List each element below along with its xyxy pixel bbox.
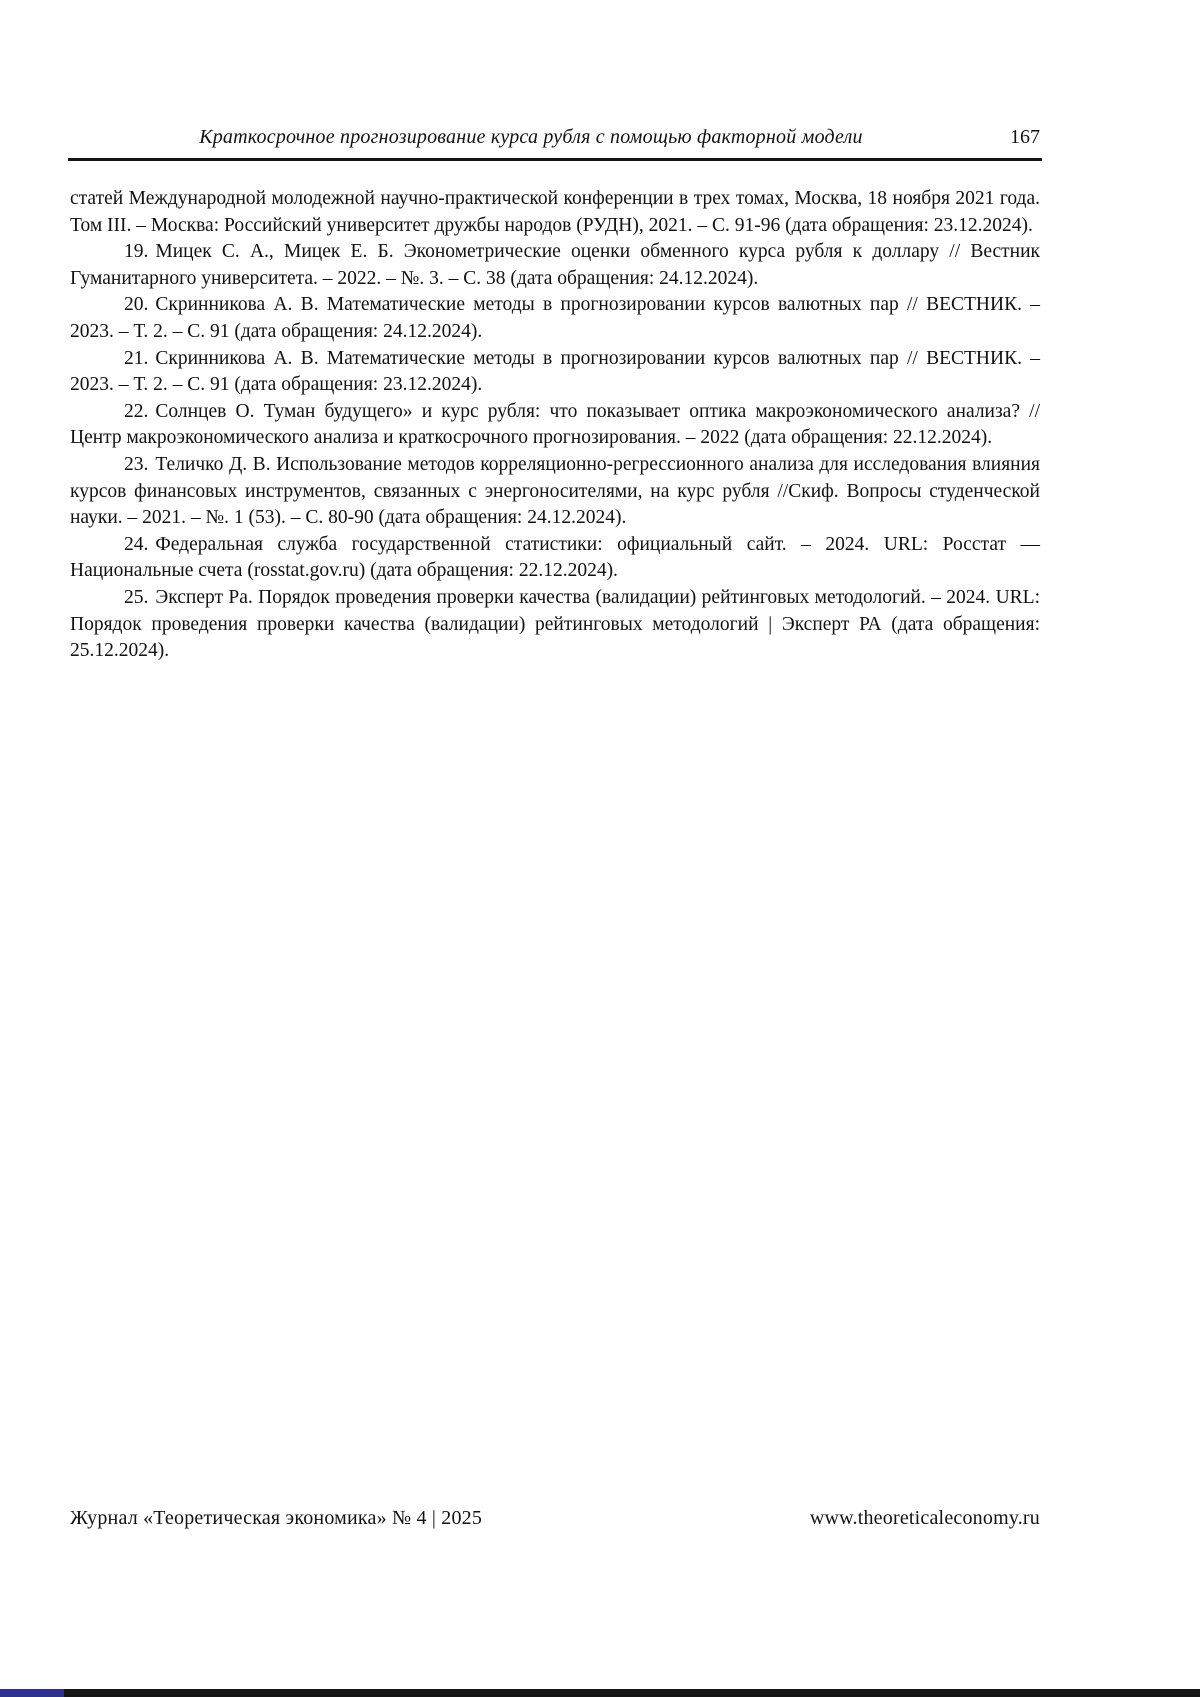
journal-website: www.theoreticaleconomy.ru [809, 1507, 1040, 1529]
reference-number: 20. [124, 294, 149, 316]
reference-item-19 [70, 239, 1040, 292]
bottom-bar [0, 1689, 1200, 1697]
reference-item-24 [70, 532, 1040, 585]
reference-text: Солнцев О. Туман будущего» и курс рубля: что показывает оптика макроэкономического анализа? //Центр макроэкономического анализа и краткосрочного прогнозирования. – 2022 (дата обращения: 22.12.2024). [70, 400, 1040, 449]
reference-item-25 [70, 585, 1040, 665]
reference-number: 24. [124, 533, 149, 555]
reference-number: 19. [124, 241, 149, 263]
reference-number: 22. [124, 400, 149, 422]
page-footer [70, 1507, 1040, 1530]
reference-item-22 [70, 399, 1040, 452]
references-section [70, 186, 1040, 665]
reference-text: Федеральная служба государственной статистики: официальный сайт. – 2024. URL: Росстат — Национальные счета (rosstat.gov.ru) (дата обращения: 22.12.2024). [70, 533, 1040, 582]
running-title: Краткосрочное прогнозирование курса рубля с помощью факторной модели [199, 126, 863, 148]
reference-text: Скринникова А. В. Математические методы в прогнозировании курсов валютных пар // ВЕСТНИК. – 2023. – Т. 2. – С. 91 (дата обращения: 24.12.2024). [70, 294, 1040, 342]
reference-item-20 [70, 292, 1040, 345]
header-rule [68, 158, 1042, 161]
page-header [70, 126, 1040, 149]
page-number: 167 [1010, 126, 1040, 148]
reference-item-21 [70, 346, 1040, 399]
reference-number: 21. [124, 347, 149, 369]
reference-text: Эксперт Ра. Порядок проведения проверки качества (валидации) рейтинговых методологий. – 2024. URL: Порядок проведения проверки качества (валидации) рейтинговых методологий | Эксперт РА (дата обращения: 25.12.2024). [70, 586, 1040, 662]
reference-item-23 [70, 452, 1040, 532]
reference-text: Мицек С. А., Мицек Е. Б. Эконометрические оценки обменного курса рубля к доллару // Вестник Гуманитарного университета. – 2022. – №. 3. – С. 38 (дата обращения: 24.12.2024). [70, 241, 1040, 289]
reference-number: 23. [124, 453, 149, 475]
reference-text: статей Международной молодежной научно-практической конференции в трех томах, Москва, 18 ноября 2021 года. Том III. – Москва: Российский университет дружбы народов (РУДН), 2021. – С. 91-96 (дата обращения: 23.12.2024). [70, 188, 1040, 236]
reference-number: 25. [124, 586, 149, 608]
reference-text: Теличко Д. В. Использование методов корреляционно-регрессионного анализа для исследования влияния курсов финансовых инструментов, связанных с энергоносителями, на курс рубля //Скиф. Вопросы студенческой науки. – 2021. – №. 1 (53). – С. 80-90 (дата обращения: 24.12.2024). [70, 453, 1040, 529]
accent-square [0, 1689, 64, 1697]
reference-text: Скринникова А. В. Математические методы в прогнозировании курсов валютных пар // ВЕСТНИК. – 2023. – Т. 2. – С. 91 (дата обращения: 23.12.2024). [70, 347, 1040, 396]
reference-continuation [70, 186, 1040, 239]
journal-issue-label: Журнал «Теоретическая экономика» № 4 | 2025 [70, 1507, 483, 1529]
